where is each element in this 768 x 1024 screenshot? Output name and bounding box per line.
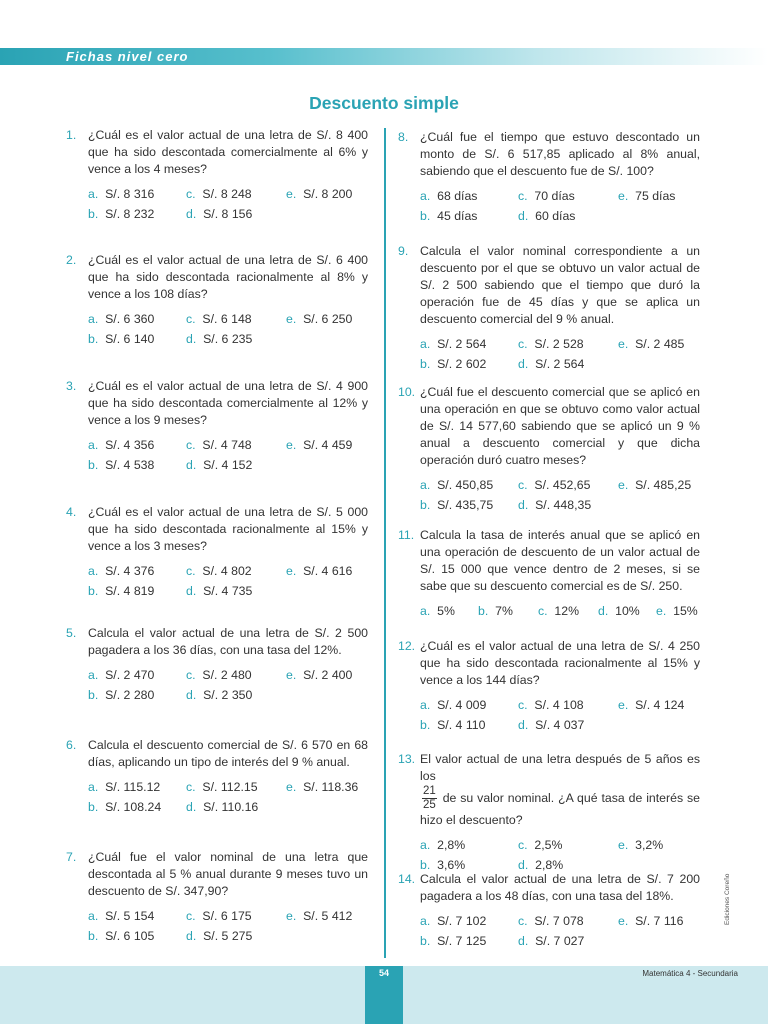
option-d[interactable]: d. S/. 6 235 [186,332,253,346]
option-d[interactable]: d. 2,8% [518,858,564,872]
option-e[interactable]: e. S/. 485,25 [618,478,692,492]
option-d[interactable]: d. 60 días [518,209,576,223]
option-b[interactable]: b. 3,6% [420,858,466,872]
question-13 [398,751,700,871]
question-text: ¿Cuál fue el tiempo que estuvo descontado un monto de S/. 6 517,85 aplicado al 8% anual, sabiendo que el descuento fue de S/. 100? [420,130,700,178]
option-c[interactable]: c. S/. 4 802 [186,564,252,578]
question-number: 2. [66,253,77,267]
question-14 [398,871,700,953]
question-text: Calcula el valor actual de una letra de S/. 7 200 pagadera a los 48 días, con una tasa del 18%. [420,872,700,903]
question-number: 4. [66,505,77,519]
option-c[interactable]: c. S/. 2 528 [518,337,584,351]
option-c[interactable]: c. 2,5% [518,838,563,852]
option-b[interactable]: b. S/. 2 280 [88,688,155,702]
option-d[interactable]: d. S/. 110.16 [186,800,259,814]
option-e[interactable]: e. S/. 4 459 [286,438,353,452]
option-a[interactable]: a. S/. 4 356 [88,438,155,452]
left-column [66,127,368,954]
question-4 [66,504,368,625]
option-e[interactable]: e. S/. 4 616 [286,564,353,578]
option-a[interactable]: a. S/. 6 360 [88,312,155,326]
column-divider [384,128,386,958]
question-number: 6. [66,738,77,752]
option-e[interactable]: e. S/. 5 412 [286,909,353,923]
option-e[interactable]: e. S/. 2 400 [286,668,353,682]
option-a[interactable]: a. S/. 7 102 [420,914,487,928]
option-d[interactable]: d. S/. 4 152 [186,458,253,472]
option-d[interactable]: d. S/. 448,35 [518,498,592,512]
question-number: 7. [66,850,77,864]
question-number: 12. [398,639,416,653]
question-text: ¿Cuál es el valor actual de una letra de S/. 5 000 que ha sido descontada racionalmente al 15% y vence a los 3 meses? [88,505,368,553]
question-number: 11. [398,528,415,542]
option-b[interactable]: b. S/. 108.24 [88,800,162,814]
section-label: Fichas nivel cero [66,49,189,64]
option-e[interactable]: e. S/. 2 485 [618,337,685,351]
option-b[interactable]: b. S/. 8 232 [88,207,155,221]
option-a[interactable]: a. S/. 2 470 [88,668,155,682]
option-e[interactable]: e. S/. 118.36 [286,780,359,794]
question-text: ¿Cuál es el valor actual de una letra de S/. 6 400 que ha sido descontada racionalmente al 8% y vence a los 108 días? [88,253,368,301]
question-number: 3. [66,379,77,393]
question-text: ¿Cuál fue el descuento comercial que se aplicó en una operación en que se obtuvo como valor actual de S/. 14 577,60 sabiendo que se aplicó un 9 % anual a descuento comercial y que dicha operación duró cuatro meses? [420,385,700,467]
question-number: 9. [398,244,409,258]
question-number: 13. [398,752,416,766]
option-b[interactable]: b. 45 días [420,209,478,223]
option-a[interactable]: a. S/. 450,85 [420,478,494,492]
question-text: ¿Cuál es el valor actual de una letra de S/. 4 900 que ha sido descontada comercialmente al 12% y vence a los 9 meses? [88,379,368,427]
question-text: ¿Cuál es el valor actual de una letra de S/. 4 250 que ha sido descontada racionalmente al 15% y vence a los 144 días? [420,639,700,687]
option-e[interactable]: e. S/. 6 250 [286,312,353,326]
option-a[interactable]: a. 5% [420,604,455,618]
question-text-b: de su valor nominal. ¿A qué tasa de interés se hizo el descuento? [420,790,700,827]
option-e[interactable]: e. 15% [656,604,698,618]
question-3 [66,378,368,504]
question-2 [66,252,368,378]
right-column [398,129,700,953]
option-a[interactable]: a. S/. 4 376 [88,564,155,578]
option-d[interactable]: d. S/. 5 275 [186,929,253,943]
page-number: 54 [378,968,389,978]
option-e[interactable]: e. 3,2% [618,838,664,852]
question-1 [66,127,368,252]
question-text: Calcula el valor actual de una letra de S/. 2 500 pagadera a los 36 días, con una tasa del 12%. [88,626,368,657]
option-d[interactable]: d. 10% [598,604,640,618]
section-banner [0,48,768,65]
option-d[interactable]: d. S/. 8 156 [186,207,253,221]
option-a[interactable]: a. 2,8% [420,838,466,852]
option-b[interactable]: b. S/. 4 819 [88,584,155,598]
question-number: 10. [398,385,416,399]
question-10 [398,384,700,527]
option-b[interactable]: b. S/. 4 538 [88,458,155,472]
option-c[interactable]: c. S/. 452,65 [518,478,591,492]
question-text: Calcula el descuento comercial de S/. 6 570 en 68 días, aplicando un tipo de interés del 9 % anual. [88,738,368,769]
option-d[interactable]: d. S/. 2 350 [186,688,253,702]
question-number: 8. [398,130,409,144]
fraction: $\frac{21}{25}$ [423,785,436,811]
option-e[interactable]: e. S/. 8 200 [286,187,353,201]
question-number: 14. [398,872,416,886]
option-b[interactable]: b. S/. 6 105 [88,929,155,943]
option-d[interactable]: d. S/. 4 735 [186,584,253,598]
option-c[interactable]: c. S/. 4 108 [518,698,584,712]
option-e[interactable]: e. 75 días [618,189,676,203]
question-number: 5. [66,626,77,640]
option-d[interactable]: d. S/. 4 037 [518,718,585,732]
page-title: Descuento simple [309,93,459,113]
option-a[interactable]: a. S/. 8 316 [88,187,155,201]
option-b[interactable]: b. 7% [478,604,513,618]
question-5 [66,625,368,737]
option-b[interactable]: b. S/. 7 125 [420,934,487,948]
option-b[interactable]: b. S/. 2 602 [420,357,487,371]
option-c[interactable]: c. S/. 8 248 [186,187,252,201]
question-text: Calcula la tasa de interés anual que se aplicó en una operación de descuento de un valor actual de S/. 15 000 que vence dentro de 2 meses, si se sabe que su descuento comercial es de S/. 250. [420,528,700,593]
option-c[interactable]: c. 70 días [518,189,575,203]
option-e[interactable]: e. S/. 4 124 [618,698,685,712]
question-9 [398,243,700,384]
question-11 [398,527,700,638]
option-b[interactable]: b. S/. 435,75 [420,498,494,512]
option-a[interactable]: a. 68 días [420,189,478,203]
option-a[interactable]: a. S/. 2 564 [420,337,487,351]
option-c[interactable]: c. S/. 6 148 [186,312,252,326]
question-number: 1. [66,128,77,142]
question-text: ¿Cuál es el valor actual de una letra de S/. 8 400 que ha sido descontada comercialmente al 6% y vence a los 4 meses? [88,128,368,176]
question-6 [66,737,368,849]
question-12 [398,638,700,751]
option-a[interactable]: a. S/. 5 154 [88,909,155,923]
option-c[interactable]: c. S/. 112.15 [186,780,258,794]
option-e[interactable]: e. S/. 7 116 [618,914,684,928]
question-8 [398,129,700,243]
option-c[interactable]: c. S/. 4 748 [186,438,252,452]
option-c[interactable]: c. S/. 6 175 [186,909,252,923]
question-text: Calcula el valor nominal correspondiente a un descuento por el que se obtuvo un valor actual de S/. 2 500 sabiendo que el tiempo que duró la operación fue de 45 días y que se aplica un descuento comercial del 9 % anual. [420,244,700,326]
option-a[interactable]: a. S/. 115.12 [88,780,161,794]
question-text: ¿Cuál fue el valor nominal de una letra que descontada al 5 % anual durante 9 meses tuvo un descuento de S/. 347,90? [88,850,368,898]
option-d[interactable]: d. S/. 7 027 [518,934,585,948]
question-text-a: El valor actual de una letra después de 5 años es los [420,752,700,783]
option-c[interactable]: c. S/. 7 078 [518,914,584,928]
option-c[interactable]: c. 12% [538,604,580,618]
question-7 [66,849,368,954]
option-c[interactable]: c. S/. 2 480 [186,668,252,682]
option-b[interactable]: b. S/. 4 110 [420,718,486,732]
book-title: Matemática 4 - Secundaria [642,969,738,978]
publisher-credit: Ediciones Coreño [724,873,731,925]
option-d[interactable]: d. S/. 2 564 [518,357,585,371]
option-b[interactable]: b. S/. 6 140 [88,332,155,346]
option-a[interactable]: a. S/. 4 009 [420,698,487,712]
